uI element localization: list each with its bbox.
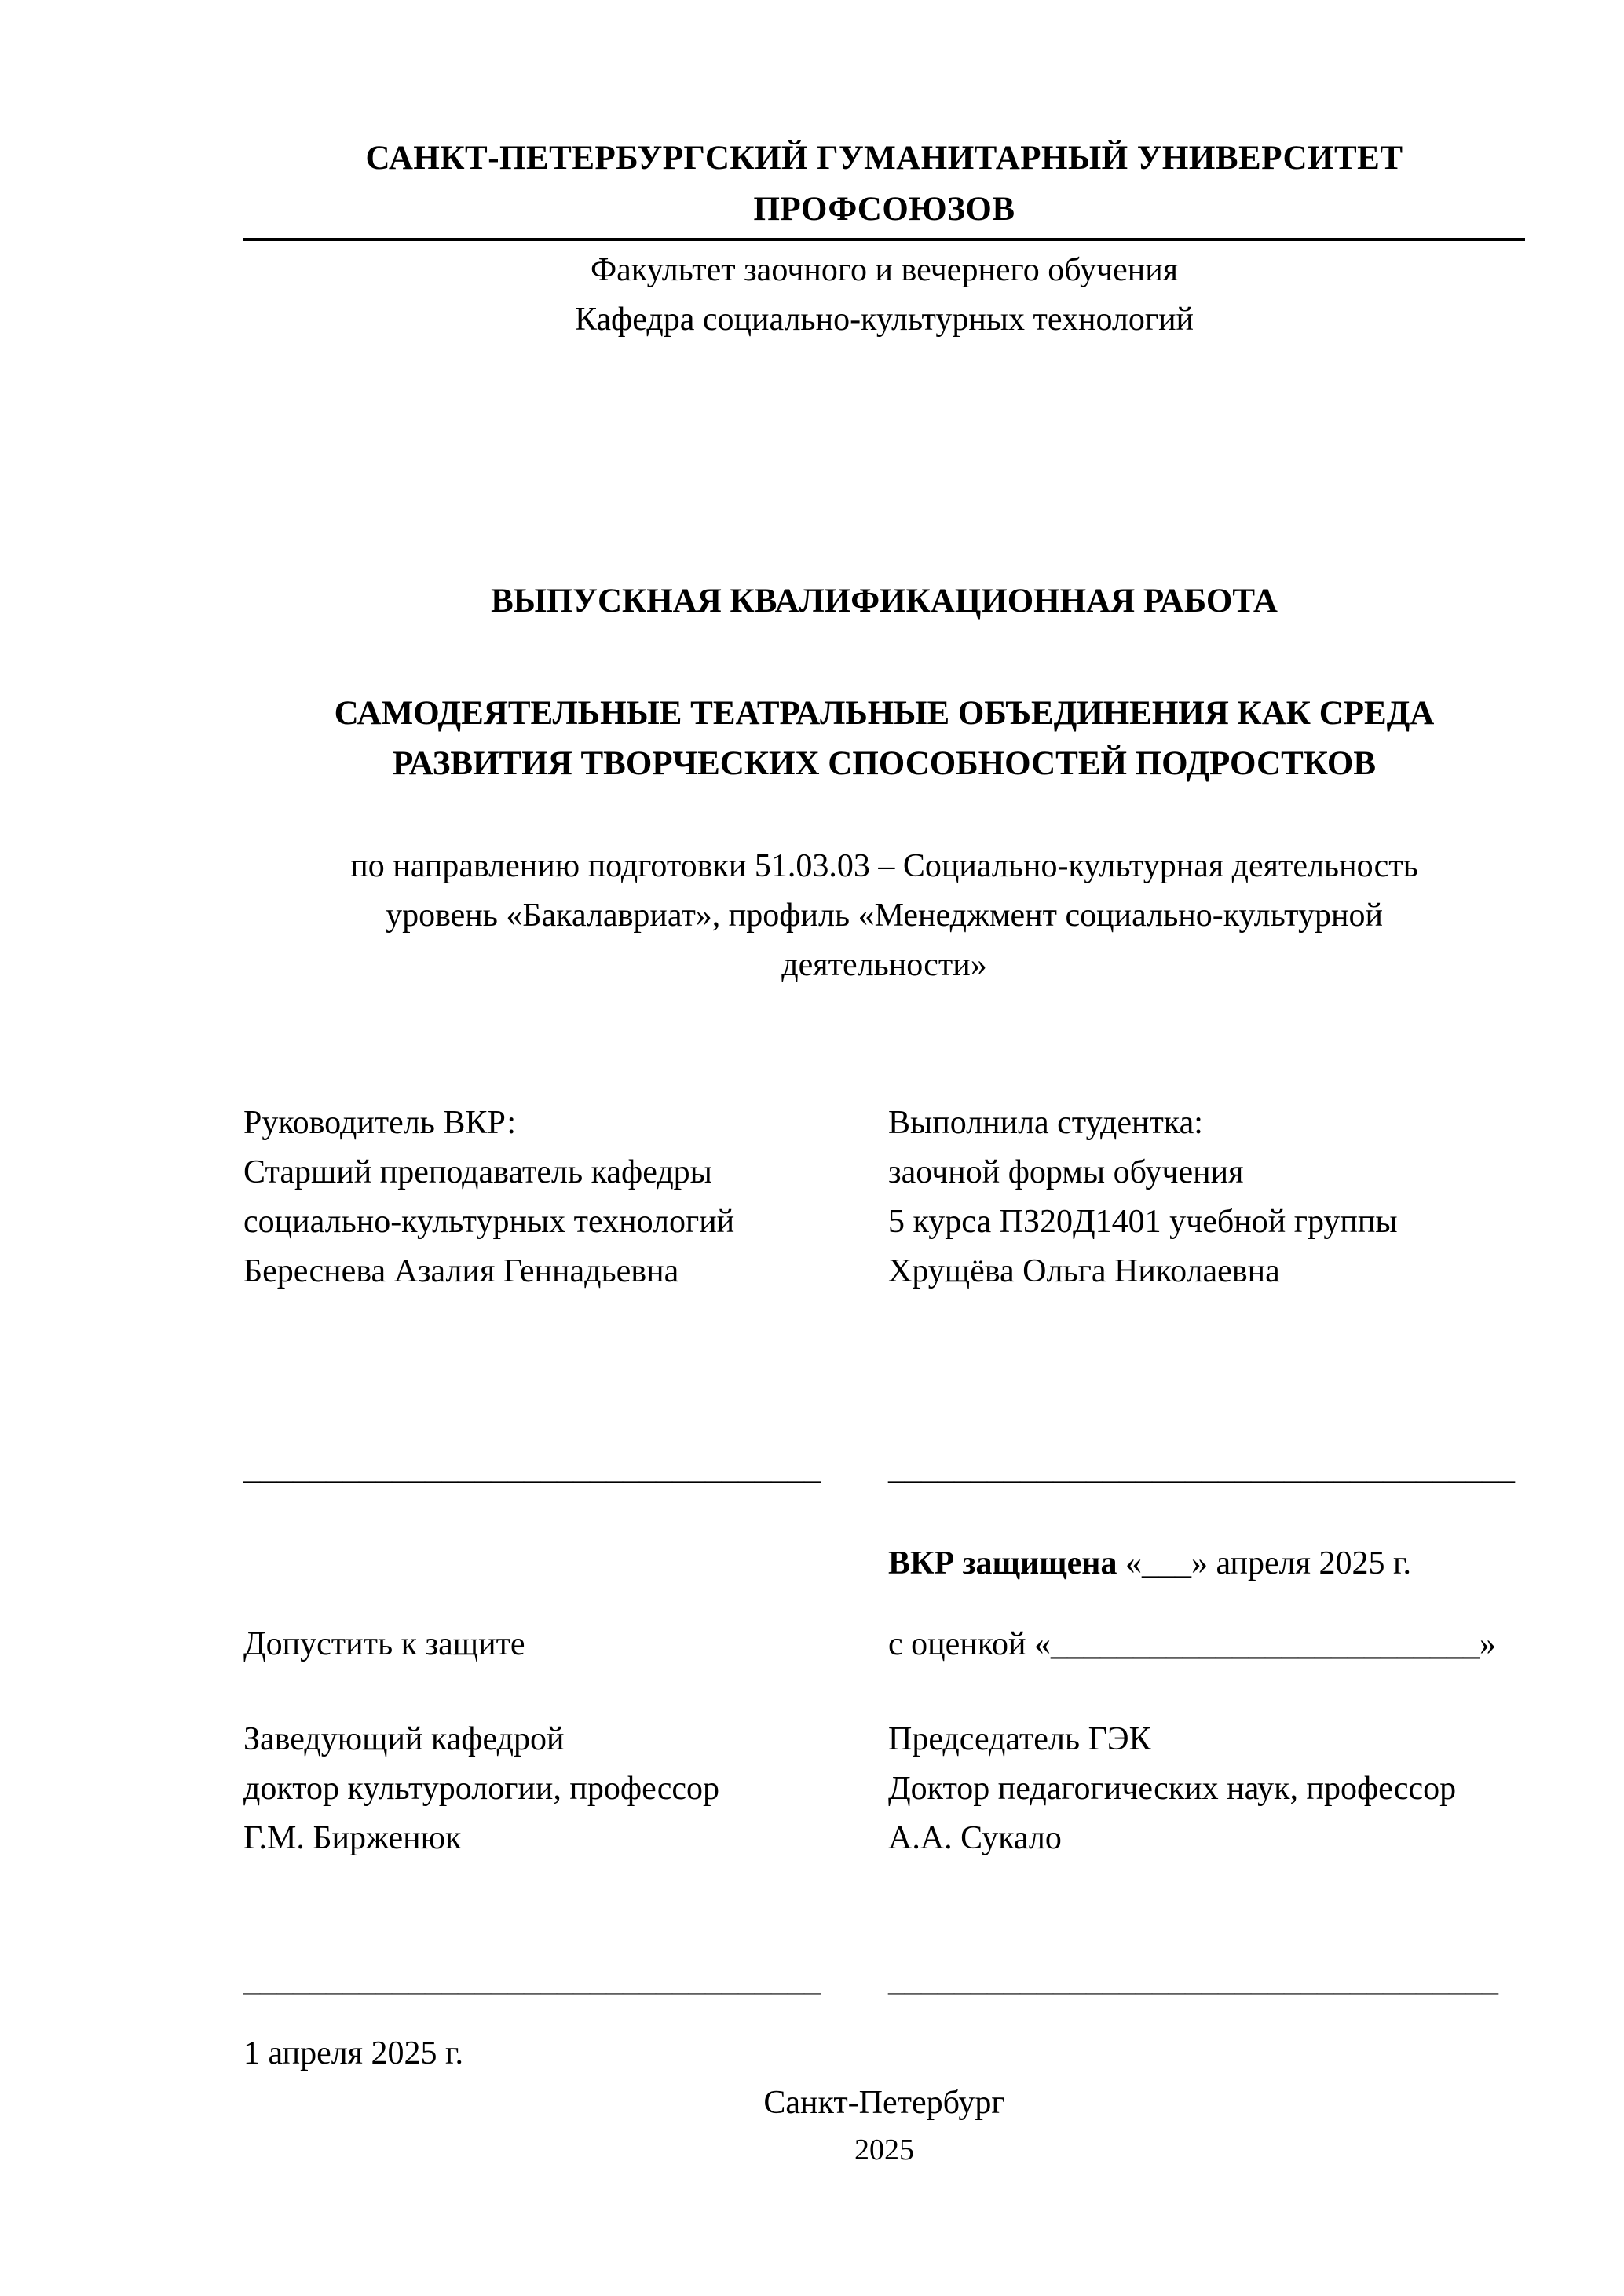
program-info	[243, 842, 1525, 990]
defense-row	[243, 1539, 1525, 1589]
head-of-department-block	[243, 1715, 888, 1863]
student-label: Выполнила студентка:	[888, 1104, 1203, 1141]
head-name: Г.М. Бирженюк	[243, 1819, 462, 1856]
supervisor-student-row	[243, 1099, 1525, 1296]
student-name: Хрущёва Ольга Николаевна	[888, 1252, 1280, 1289]
faculty-line: Факультет заочного и вечернего обучения	[590, 252, 1179, 288]
supervisor-name: Береснева Азалия Геннадьевна	[243, 1252, 679, 1289]
defense-date-blank: «___» апреля 2025 г.	[1125, 1545, 1411, 1581]
thesis-title-line-2: РАЗВИТИЯ ТВОРЧЕСКИХ СПОСОБНОСТЕЙ ПОДРОСТКОВ	[392, 745, 1377, 782]
university-name: САНКТ-ПЕТЕРБУРГСКИЙ ГУМАНИТАРНЫЙ УНИВЕРСИТЕТ ПРОФСОЮЗОВ	[365, 140, 1403, 228]
thesis-title	[243, 689, 1525, 790]
work-type-heading: ВЫПУСКНАЯ КВАЛИФИКАЦИОННАЯ РАБОТА	[491, 583, 1278, 620]
defense-row-spacer	[243, 1539, 888, 1589]
student-group-line: 5 курса ПЗ20Д1401 учебной группы	[888, 1203, 1398, 1240]
supervisor-label: Руководитель ВКР:	[243, 1104, 517, 1141]
header-subtitle	[243, 246, 1525, 345]
defense-label: ВКР защищена	[888, 1545, 1117, 1581]
signature-row-1	[243, 1444, 1525, 1493]
approval-date: 1 апреля 2025 г.	[243, 2035, 463, 2071]
chair-title: Председатель ГЭК	[888, 1720, 1151, 1757]
program-level-profile: уровень «Бакалавриат», профиль «Менеджмент социально-культурной	[386, 897, 1383, 934]
supervisor-position-line-1: Старший преподаватель кафедры	[243, 1153, 712, 1190]
head-degree: доктор культурологии, профессор	[243, 1770, 720, 1807]
chair-signature-line: _____________________________________	[888, 1961, 1498, 1998]
publication-year: 2025	[854, 2133, 914, 2166]
student-form-line: заочной формы обучения	[888, 1153, 1244, 1190]
chair-name: А.А. Сукало	[888, 1819, 1062, 1856]
grade-blank-line: с оценкой «__________________________»	[888, 1625, 1496, 1662]
department-line: Кафедра социально-культурных технологий	[574, 302, 1194, 338]
header-rule	[243, 238, 1525, 241]
signature-row-2	[243, 1956, 1525, 2005]
admit-to-defense-label: Допустить к защите	[243, 1625, 525, 1662]
chair-degree: Доктор педагогических наук, профессор	[888, 1770, 1457, 1807]
student-signature-line: ______________________________________	[888, 1450, 1515, 1486]
gek-chair-block	[888, 1715, 1525, 1863]
thesis-title-line-1: САМОДЕЯТЕЛЬНЫЕ ТЕАТРАЛЬНЫЕ ОБЪЕДИНЕНИЯ КАК СРЕДА	[334, 694, 1435, 732]
document-header	[243, 133, 1525, 345]
student-block	[888, 1099, 1525, 1296]
program-direction: по направлению подготовки 51.03.03 – Социально-культурная деятельность	[350, 847, 1418, 884]
city-name: Санкт-Петербург	[763, 2084, 1005, 2121]
supervisor-block	[243, 1099, 888, 1296]
admission-row	[243, 1620, 1525, 1669]
program-profile-tail: деятельности»	[781, 946, 987, 983]
supervisor-position-line-2: социально-культурных технологий	[243, 1203, 735, 1240]
supervisor-signature-line: ___________________________________	[243, 1450, 821, 1486]
officials-row	[243, 1715, 1525, 1863]
head-signature-line: ___________________________________	[243, 1961, 821, 1998]
defense-statement	[888, 1539, 1525, 1589]
head-title: Заведующий кафедрой	[243, 1720, 565, 1757]
